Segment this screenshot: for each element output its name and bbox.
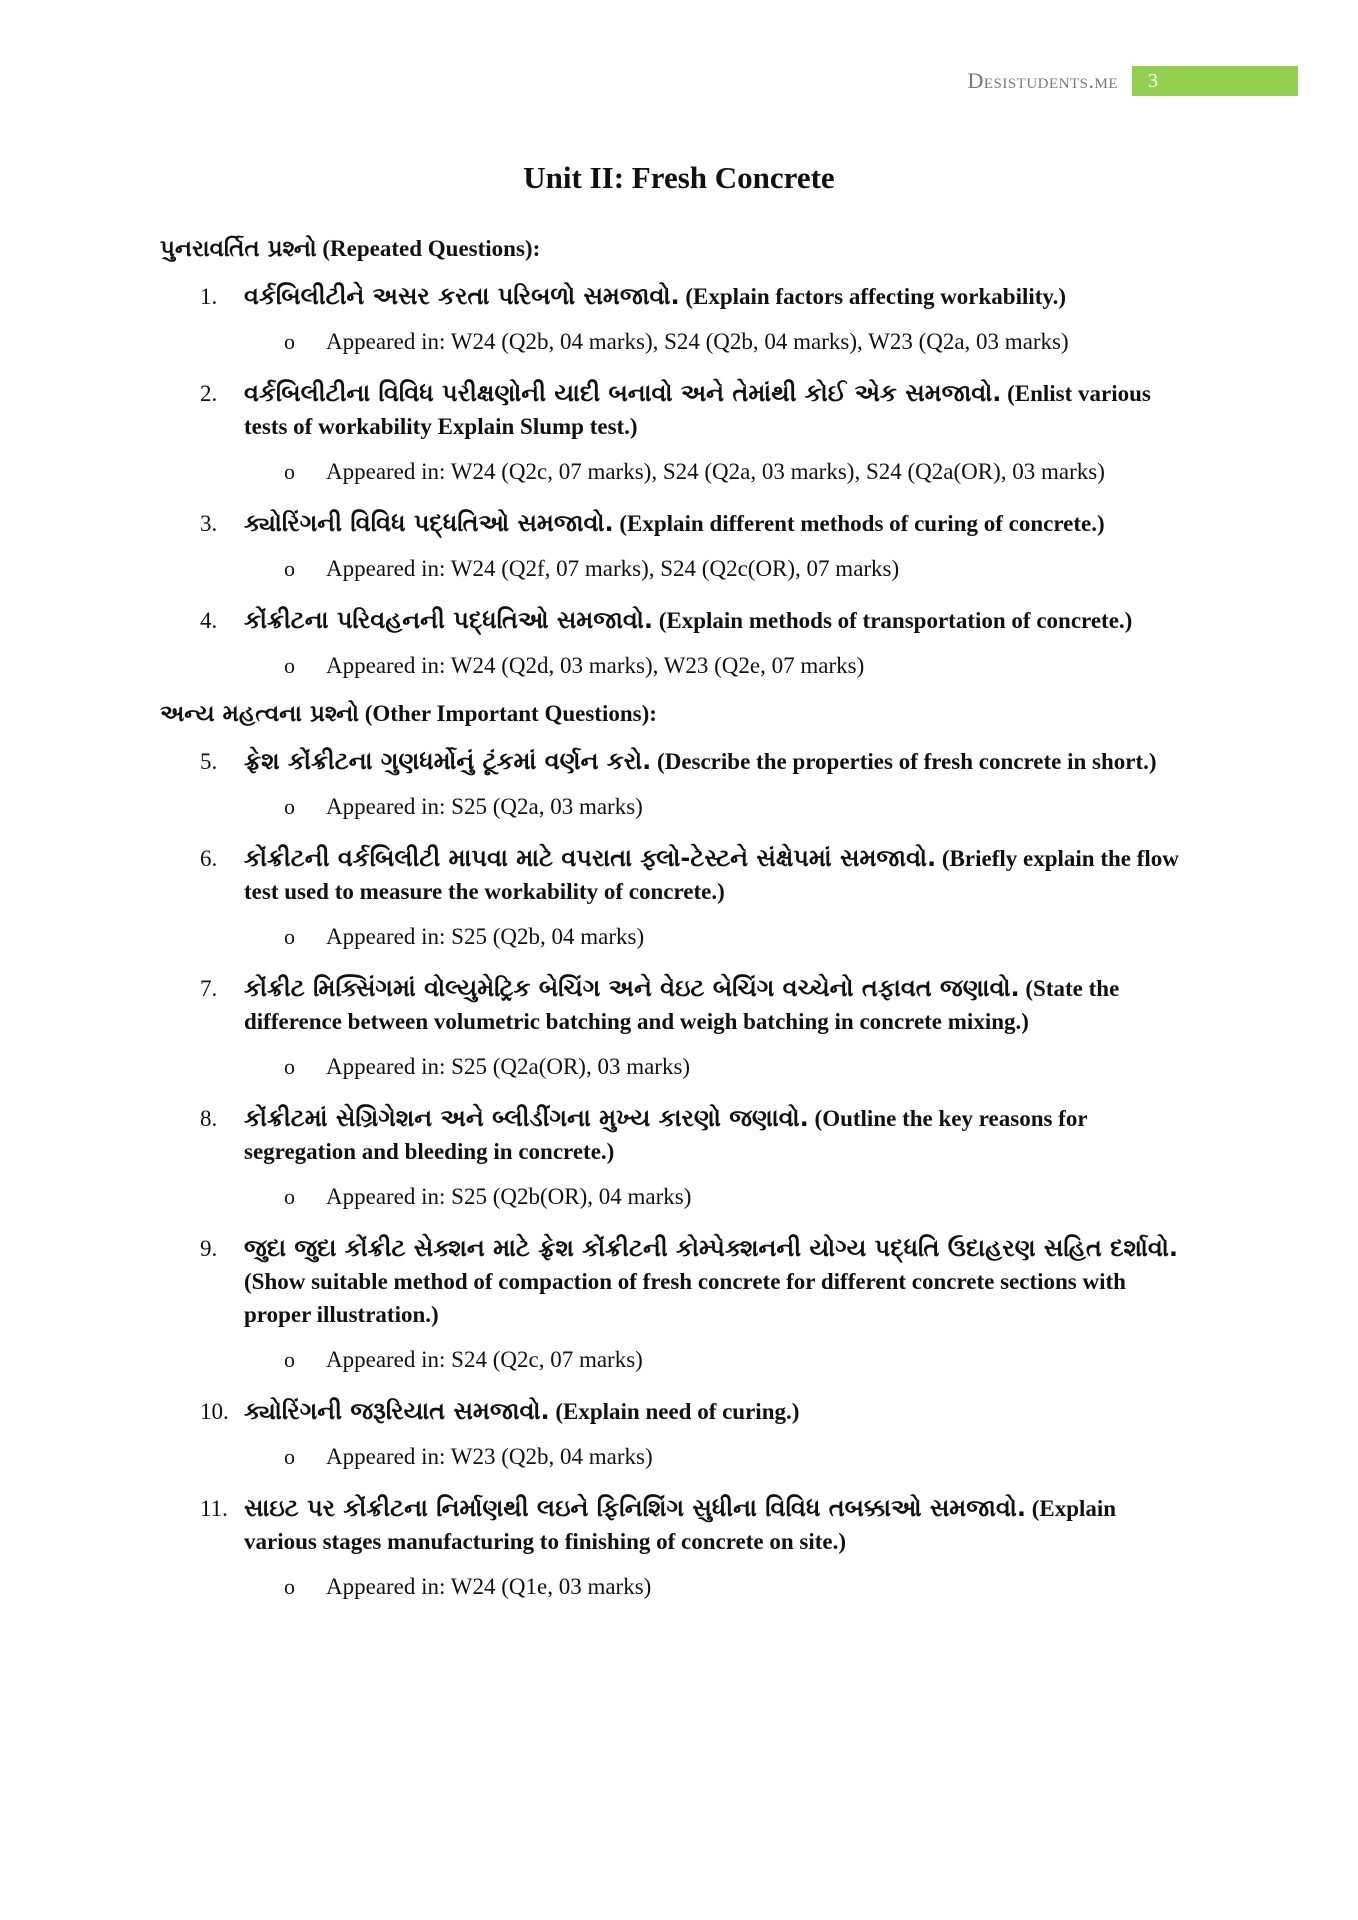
question-text-english: (Explain methods of transportation of concrete.) bbox=[658, 608, 1133, 633]
question-text-english: (Explain various stages manufacturing to finishing of concrete on site.) bbox=[244, 1496, 1117, 1554]
question-text-gujarati: કોંક્રીટ મિક્સિંગમાં વોલ્યુમેટ્રિક બેચિંગ અને વેઇટ બેચિંગ વચ્ચેનો તફાવત જણાવો. bbox=[244, 974, 1020, 1002]
question-text-english: (Show suitable method of compaction of fresh concrete for different concrete sections with proper illustration.) bbox=[244, 1269, 1126, 1327]
question-item bbox=[160, 507, 1180, 540]
question-number: 3. bbox=[200, 511, 218, 536]
section-heading-gujarati: અન્ય મહત્વના પ્રશ્નો bbox=[160, 701, 359, 727]
question-text bbox=[244, 284, 1066, 309]
bullet-icon: o bbox=[284, 1184, 295, 1209]
bullet-icon: o bbox=[284, 924, 295, 949]
appeared-in-text: Appeared in: W24 (Q1e, 03 marks) bbox=[326, 1574, 652, 1599]
question-number: 9. bbox=[200, 1236, 218, 1261]
question-text bbox=[244, 608, 1132, 633]
appeared-in-note bbox=[160, 1572, 1180, 1602]
question-text bbox=[244, 749, 1157, 774]
question-item bbox=[160, 377, 1180, 443]
question-text bbox=[244, 1399, 799, 1424]
question-text bbox=[244, 1496, 1116, 1554]
question-item bbox=[160, 1232, 1180, 1331]
question-number: 1. bbox=[200, 284, 218, 309]
bullet-icon: o bbox=[284, 653, 295, 678]
question-text-english: (Explain need of curing.) bbox=[555, 1399, 800, 1424]
question-text-english: (Outline the key reasons for segregation and bleeding in concrete.) bbox=[244, 1106, 1088, 1164]
question-number: 6. bbox=[200, 846, 218, 871]
appeared-in-text: Appeared in: S24 (Q2c, 07 marks) bbox=[326, 1347, 643, 1372]
question-text-gujarati: વર્કબિલીટીના વિવિધ પરીક્ષણોની યાદી બનાવો અને તેમાંથી કોઈ એક સમજાવો. bbox=[244, 379, 1002, 407]
appeared-in-note bbox=[160, 1182, 1180, 1212]
question-text-gujarati: વર્કબિલીટીને અસર કરતા પરિબળો સમજાવો. bbox=[244, 282, 680, 310]
question-number: 8. bbox=[200, 1106, 218, 1131]
appeared-in-note bbox=[160, 922, 1180, 952]
section-heading-english: (Other Important Questions): bbox=[364, 701, 657, 726]
appeared-in-note bbox=[160, 651, 1180, 681]
section-heading-gujarati: પુનરાવર્તિત પ્રશ્નો bbox=[160, 236, 317, 262]
appeared-in-note bbox=[160, 457, 1180, 487]
appeared-in-text: Appeared in: W24 (Q2c, 07 marks), S24 (Q2a, 03 marks), S24 (Q2a(OR), 03 marks) bbox=[326, 459, 1105, 484]
question-text-english: (State the difference between volumetric batching and weigh batching in concrete mixing.) bbox=[244, 976, 1120, 1034]
question-content bbox=[160, 236, 1180, 1622]
appeared-in-note bbox=[160, 1442, 1180, 1472]
bullet-icon: o bbox=[284, 1574, 295, 1599]
bullet-icon: o bbox=[284, 329, 295, 354]
section-heading-english: (Repeated Questions): bbox=[322, 236, 541, 261]
appeared-in-text: Appeared in: S25 (Q2b(OR), 04 marks) bbox=[326, 1184, 692, 1209]
question-item bbox=[160, 842, 1180, 908]
question-number: 7. bbox=[200, 976, 218, 1001]
appeared-in-note bbox=[160, 327, 1180, 357]
question-item bbox=[160, 745, 1180, 778]
question-number: 11. bbox=[200, 1496, 228, 1521]
question-text-english: (Enlist various tests of workability Explain Slump test.) bbox=[244, 381, 1151, 439]
bullet-icon: o bbox=[284, 556, 295, 581]
question-number: 4. bbox=[200, 608, 218, 633]
section-heading bbox=[160, 236, 1180, 262]
question-text-english: (Briefly explain the flow test used to measure the workability of concrete.) bbox=[244, 846, 1179, 904]
appeared-in-text: Appeared in: S25 (Q2a(OR), 03 marks) bbox=[326, 1054, 691, 1079]
question-item bbox=[160, 972, 1180, 1038]
bullet-icon: o bbox=[284, 1054, 295, 1079]
appeared-in-text: Appeared in: S25 (Q2b, 04 marks) bbox=[326, 924, 645, 949]
appeared-in-note bbox=[160, 554, 1180, 584]
question-item bbox=[160, 1395, 1180, 1428]
question-text bbox=[244, 976, 1119, 1034]
appeared-in-text: Appeared in: W24 (Q2d, 03 marks), W23 (Q2e, 07 marks) bbox=[326, 653, 865, 678]
question-number: 5. bbox=[200, 749, 218, 774]
question-number: 2. bbox=[200, 381, 218, 406]
question-text bbox=[244, 1106, 1087, 1164]
appeared-in-note bbox=[160, 1345, 1180, 1375]
appeared-in-text: Appeared in: S25 (Q2a, 03 marks) bbox=[326, 794, 643, 819]
question-text-gujarati: ક્યોરિંગની વિવિધ પદ્ધતિઓ સમજાવો. bbox=[244, 509, 614, 537]
question-text bbox=[244, 511, 1105, 536]
appeared-in-text: Appeared in: W24 (Q2b, 04 marks), S24 (Q2b, 04 marks), W23 (Q2a, 03 marks) bbox=[326, 329, 1069, 354]
page-title: Unit II: Fresh Concrete bbox=[523, 160, 835, 195]
page-header bbox=[967, 68, 1298, 94]
question-text-gujarati: કોંક્રીટની વર્કબિલીટી માપવા માટે વપરાતા ફ્લો-ટેસ્ટને સંક્ષેપમાં સમજાવો. bbox=[244, 844, 937, 872]
bullet-icon: o bbox=[284, 794, 295, 819]
question-text-gujarati: ક્યોરિંગની જરૂરિયાત સમજાવો. bbox=[244, 1397, 550, 1425]
bullet-icon: o bbox=[284, 1347, 295, 1372]
question-text bbox=[244, 381, 1151, 439]
question-item bbox=[160, 1492, 1180, 1558]
appeared-in-text: Appeared in: W24 (Q2f, 07 marks), S24 (Q2c(OR), 07 marks) bbox=[326, 556, 900, 581]
question-item bbox=[160, 280, 1180, 313]
question-text bbox=[244, 1236, 1178, 1327]
question-text-gujarati: ફ્રેશ કોંક્રીટના ગુણધર્મોનું ટૂંકમાં વર્ણન કરો. bbox=[244, 747, 652, 775]
site-name: Desistudents.me bbox=[967, 68, 1118, 93]
question-item bbox=[160, 1102, 1180, 1168]
section-heading bbox=[160, 701, 1180, 727]
question-text-english: (Explain factors affecting workability.) bbox=[685, 284, 1067, 309]
appeared-in-note bbox=[160, 1052, 1180, 1082]
appeared-in-text: Appeared in: W23 (Q2b, 04 marks) bbox=[326, 1444, 653, 1469]
bullet-icon: o bbox=[284, 1444, 295, 1469]
bullet-icon: o bbox=[284, 459, 295, 484]
question-text bbox=[244, 846, 1179, 904]
question-item bbox=[160, 604, 1180, 637]
question-text-gujarati: કોંક્રીટના પરિવહનની પદ્ધતિઓ સમજાવો. bbox=[244, 606, 653, 634]
question-text-gujarati: સાઇટ પર કોંક્રીટના નિર્માણથી લઇને ફિનિશિંગ સુધીના વિવિધ તબક્કાઓ સમજાવો. bbox=[244, 1494, 1026, 1522]
question-text-english: (Describe the properties of fresh concrete in short.) bbox=[657, 749, 1157, 774]
question-text-gujarati: કોંક્રીટમાં સેગ્રિગેશન અને બ્લીડીંગના મુખ્ય કારણો જણાવો. bbox=[244, 1104, 809, 1132]
question-number: 10. bbox=[200, 1399, 229, 1424]
appeared-in-note bbox=[160, 792, 1180, 822]
page-number-badge: 3 bbox=[1132, 66, 1298, 96]
question-text-english: (Explain different methods of curing of concrete.) bbox=[619, 511, 1105, 536]
question-text-gujarati: જુદા જુદા કોંક્રીટ સેક્શન માટે ફ્રેશ કોંક્રીટની કોમ્પેક્શનની યોગ્ય પદ્ધતિ ઉદાહરણ સહિત દર્શાવો. bbox=[244, 1234, 1178, 1262]
